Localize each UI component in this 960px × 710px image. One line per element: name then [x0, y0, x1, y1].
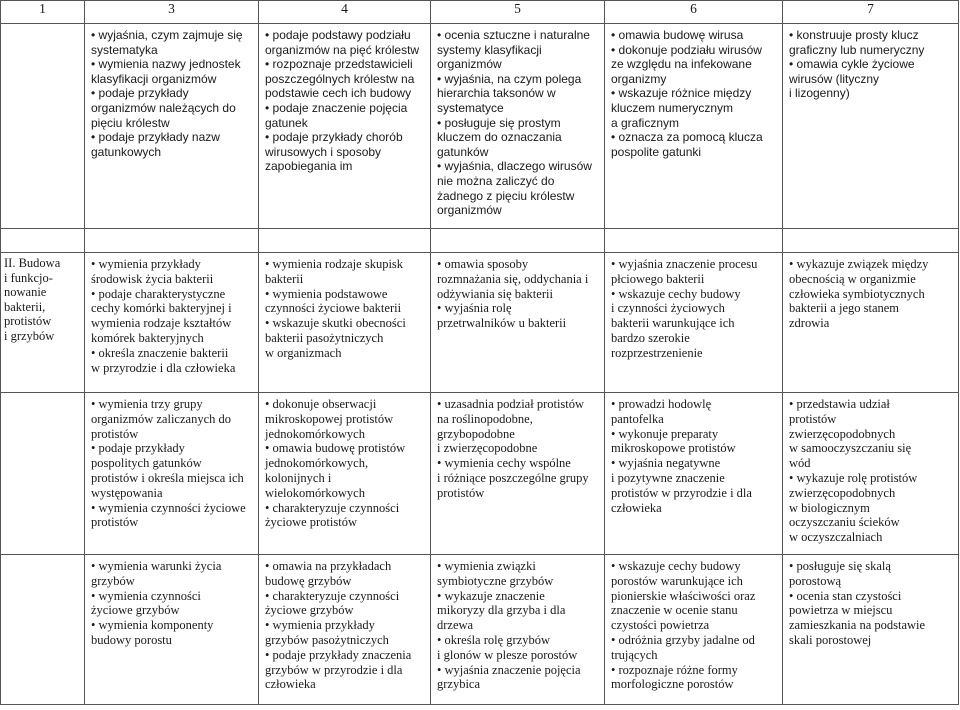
requirement-text: • wymienia trzy grupy organizmów zaliczanych do protistów • podaje przykłady pospolitych gatunków protistów i określa miejsca ich występowania • wymienia czynności życiowe protistów	[91, 397, 246, 530]
column-number: 7	[783, 1, 959, 24]
section-label	[1, 393, 84, 396]
requirement-text: • prowadzi hodowlę pantofelka • wykonuje preparaty mikroskopowe protistów • wyjaśnia negatywne i pozytywne znaczenie protistów w przyrodzie i dla człowieka	[611, 397, 752, 515]
column-number: 3	[85, 1, 259, 24]
column-number: 5	[431, 1, 605, 24]
requirement-text: • dokonuje obserwacji mikroskopowej protistów jednokomórkowych • omawia budowę protistów jednokomórkowych, kolonijnych i wielokomórkowych • charakteryzuje czynności życiowe protistów	[265, 397, 406, 530]
requirement-text: • wymienia przykłady środowisk życia bakterii • podaje charakterystyczne cechy komórki bakteryjnej i wymienia rodzaje kształtów komórek bakteryjnych • określa znaczenie bakterii w przyrodzie i dla człowieka	[91, 257, 236, 375]
requirement-text: • omawia sposoby rozmnażania się, oddychania i odżywiania się bakterii • wyjaśnia rolę przetrwalników u bakterii	[437, 257, 589, 331]
requirement-cell	[605, 393, 783, 555]
section-label	[1, 24, 84, 27]
requirement-cell	[431, 253, 605, 393]
table-row	[1, 555, 959, 705]
requirement-text: • omawia budowę wirusa • dokonuje podziału wirusów ze względu na infekowane organizmy • wskazuje różnice między kluczem numerycznym a graficznym • oznacza za pomocą klucza pospolite gatunki	[611, 28, 763, 159]
section-cell	[1, 393, 85, 555]
requirement-text: • podaje podstawy podziału organizmów na pięć królestw • rozpoznaje przedstawicieli poszczególnych królestw na podstawie cech ich budowy • podaje znaczenie pojęcia gatunek • podaje przykłady chorób wirusowych i sposoby zapobiegania im	[265, 28, 420, 174]
requirement-cell	[431, 555, 605, 705]
requirement-text: • wyjaśnia znaczenie procesu płciowego bakterii • wskazuje cechy budowy i czynności życiowych bakterii warunkujące ich bardzo szerokie rozprzestrzenienie	[611, 257, 758, 360]
column-number: 6	[605, 1, 783, 24]
requirement-cell	[85, 393, 259, 555]
requirement-cell	[259, 555, 431, 705]
requirement-text: • wskazuje cechy budowy porostów warunkujące ich pionierskie właściwości oraz znaczenie w ocenie stanu czystości powietrza • odróżnia grzyby jadalne od trujących • rozpoznaje różne formy morfologiczne porostów	[611, 559, 756, 692]
requirement-cell	[259, 393, 431, 555]
table-row	[1, 393, 959, 555]
requirement-cell	[85, 24, 259, 229]
spacer-row	[1, 229, 959, 253]
requirement-text: • wymienia związki symbiotyczne grzybów • wykazuje znaczenie mikoryzy dla grzyba i dla drzewa • określa rolę grzybów i glonów w plesze porostów • wyjaśnia znaczenie pojęcia grzybica	[437, 559, 581, 692]
requirement-cell	[259, 253, 431, 393]
requirement-text: • uzasadnia podział protistów na roślinopodobne, grzybopodobne i zwierzęcopodobne • wymienia cechy wspólne i różniące poszczególne grupy protistów	[437, 397, 589, 500]
requirement-cell	[783, 253, 959, 393]
requirement-cell	[605, 253, 783, 393]
requirement-cell	[259, 24, 431, 229]
section-label	[1, 555, 84, 558]
requirement-text: • posługuje się skalą porostową • ocenia stan czystości powietrza w miejscu zamieszkania na podstawie skali porostowej	[789, 559, 926, 647]
requirement-text: • omawia na przykładach budowę grzybów • charakteryzuje czynności życiowe grzybów • wymienia przykłady grzybów pasożytniczych • podaje przykłady znaczenia grzybów w przyrodzie i dla człowieka	[265, 559, 412, 692]
section-cell	[1, 555, 85, 705]
requirement-cell	[605, 555, 783, 705]
column-number: 1	[1, 1, 85, 24]
section-label: II. Budowa i funkcjo- nowanie bakterii, protistów i grzybów	[4, 256, 61, 343]
requirement-cell	[783, 555, 959, 705]
requirement-text: • wymienia rodzaje skupisk bakterii • wymienia podstawowe czynności życiowe bakterii • wskazuje skutki obecności bakterii pasożytniczych w organizmach	[265, 257, 406, 360]
table-row	[1, 253, 959, 393]
requirement-text: • przedstawia udział protistów zwierzęcopodobnych w samooczyszczaniu się wód • wykazuje rolę protistów zwierzęcopodobnych w biologicznym oczyszczaniu ścieków w oczyszczalniach	[789, 397, 918, 545]
requirement-text: • konstruuje prosty klucz graficzny lub numeryczny • omawia cykle życiowe wirusów (lityczny i lizogenny)	[789, 28, 925, 101]
section-cell	[1, 253, 85, 393]
header-row	[1, 1, 959, 24]
requirement-cell	[783, 393, 959, 555]
requirement-cell	[431, 24, 605, 229]
table-row	[1, 24, 959, 229]
column-number: 4	[259, 1, 431, 24]
section-cell	[1, 24, 85, 229]
requirement-cell	[85, 253, 259, 393]
requirement-text: • ocenia sztuczne i naturalne systemy klasyfikacji organizmów • wyjaśnia, na czym polega hierarchia taksonów w systematyce • posługuje się prostym kluczem do oznaczania gatunków • wyjaśnia, dlaczego wirusów nie można zaliczyć do żadnego z pięciu królestw organizmów	[437, 28, 592, 218]
requirement-text: • wyjaśnia, czym zajmuje się systematyka • wymienia nazwy jednostek klasyfikacji organizmów • podaje przykłady organizmów należących do pięciu królestw • podaje przykłady nazw gatunkowych	[91, 28, 243, 159]
requirement-cell	[605, 24, 783, 229]
requirement-text: • wykazuje związek między obecnością w organizmie człowieka symbiotycznych bakterii a jego stanem zdrowia	[789, 257, 929, 331]
requirement-cell	[85, 555, 259, 705]
requirement-text: • wymienia warunki życia grzybów • wymienia czynności życiowe grzybów • wymienia komponenty budowy porostu	[91, 559, 222, 647]
requirement-cell	[783, 24, 959, 229]
requirement-cell	[431, 393, 605, 555]
